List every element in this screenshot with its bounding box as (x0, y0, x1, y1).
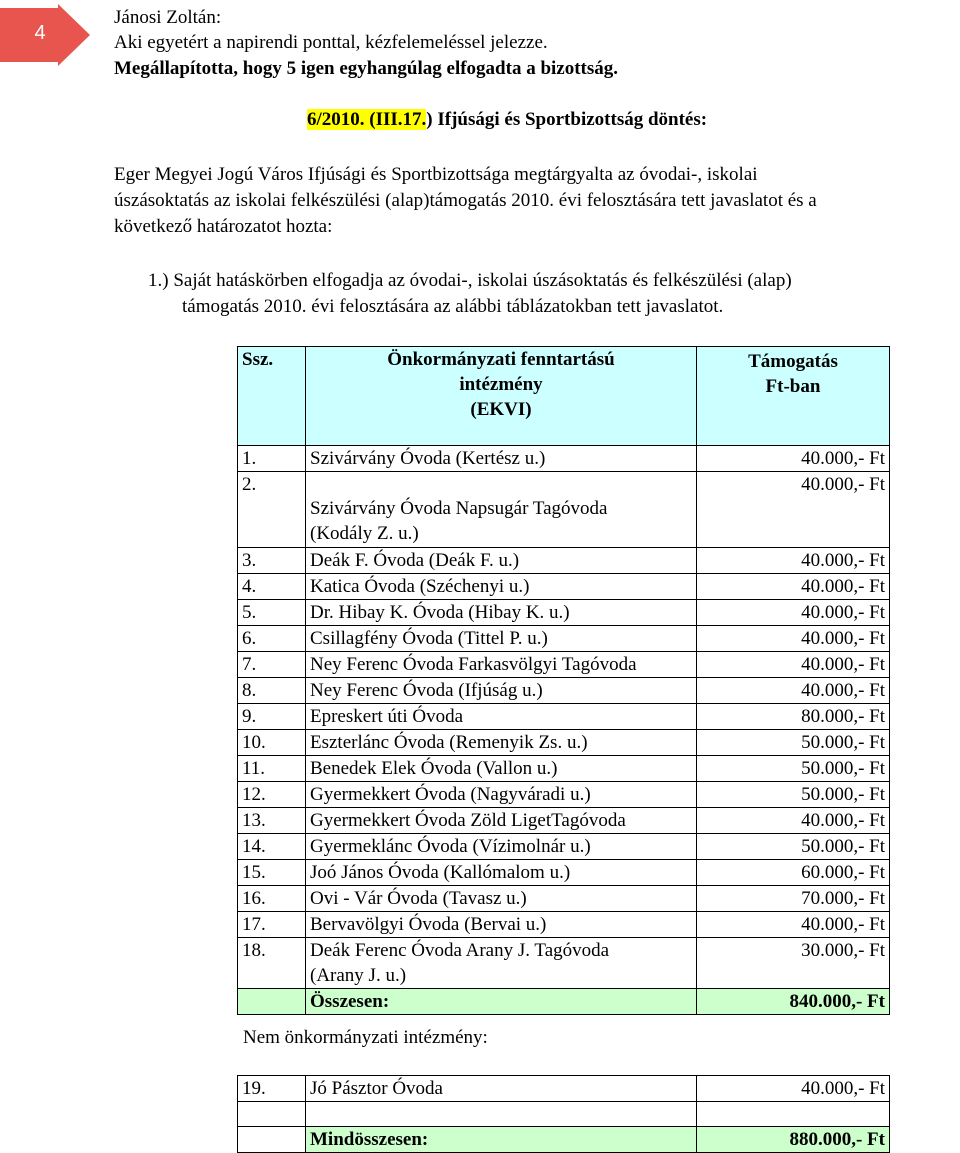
row-amount: 50.000,- Ft (697, 730, 890, 756)
row-institution: Eszterlánc Óvoda (Remenyik Zs. u.) (306, 730, 697, 756)
row-institution: Jó Pásztor Óvoda (306, 1076, 697, 1102)
table-row (238, 834, 890, 860)
header-institution (306, 347, 697, 446)
table-row (238, 756, 890, 782)
table-row (238, 548, 890, 574)
row-amount: 40.000,- Ft (697, 652, 890, 678)
row-institution-l2: (Arany J. u.) (310, 965, 407, 986)
row-amount: 40.000,- Ft (697, 808, 890, 834)
paragraph-line-3: következő határozatot hozta: (114, 216, 333, 237)
row-institution: Joó János Óvoda (Kallómalom u.) (306, 860, 697, 886)
row-amount: 70.000,- Ft (697, 886, 890, 912)
row-amount: 30.000,- Ft (697, 938, 890, 989)
row-amount: 50.000,- Ft (697, 782, 890, 808)
table-row (238, 652, 890, 678)
row-institution-l1: Deák Ferenc Óvoda Arany J. Tagóvoda (310, 940, 610, 961)
header-ssz: Ssz. (238, 347, 306, 446)
row-institution: Katica Óvoda (Széchenyi u.) (306, 574, 697, 600)
row-institution: Gyermekkert Óvoda (Nagyváradi u.) (306, 782, 697, 808)
table-row (238, 704, 890, 730)
subtotal-empty-cell (238, 989, 306, 1015)
decision-title-rest: ) Ifjúsági és Sportbizottság döntés: (426, 109, 708, 130)
row-number: 6. (238, 626, 306, 652)
header-institution-l3: (EKVI) (470, 399, 532, 420)
row-number: 18. (238, 938, 306, 989)
table-row (238, 808, 890, 834)
row-number: 10. (238, 730, 306, 756)
row-institution-l2: (Kodály Z. u.) (310, 523, 419, 544)
spacer-cell (697, 1102, 890, 1127)
row-amount: 40.000,- Ft (697, 472, 890, 548)
row-amount: 40.000,- Ft (697, 678, 890, 704)
row-amount: 40.000,- Ft (697, 1076, 890, 1102)
spacer-row (238, 1102, 890, 1127)
row-institution: Epreskert úti Óvoda (306, 704, 697, 730)
intro-line-2: Megállapította, hogy 5 igen egyhangúlag elfogadta a bizottság. (114, 58, 619, 79)
support-table (237, 346, 890, 1015)
header-institution-l1: Önkormányzati fenntartású (387, 349, 615, 370)
table-row (238, 938, 890, 989)
row-institution (306, 938, 697, 989)
speaker-name: Jánosi Zoltán: (114, 7, 222, 28)
row-institution: Gyermekkert Óvoda Zöld LigetTagóvoda (306, 808, 697, 834)
point1-line-1: 1.) Saját hatáskörben elfogadja az óvodai-, iskolai úszásoktatás és felkészülési (alap) (148, 270, 792, 291)
subtotal-amount: 840.000,- Ft (697, 989, 890, 1015)
row-institution: Ovi - Vár Óvoda (Tavasz u.) (306, 886, 697, 912)
row-number: 8. (238, 678, 306, 704)
row-amount: 40.000,- Ft (697, 912, 890, 938)
row-number: 11. (238, 756, 306, 782)
table-row (238, 860, 890, 886)
grand-total-row (238, 1127, 890, 1153)
row-institution: Gyermeklánc Óvoda (Vízimolnár u.) (306, 834, 697, 860)
row-institution: Ney Ferenc Óvoda Farkasvölgyi Tagóvoda (306, 652, 697, 678)
table-row (238, 600, 890, 626)
decision-title (307, 108, 707, 132)
row-institution: Benedek Elek Óvoda (Vallon u.) (306, 756, 697, 782)
header-institution-l2: intézmény (459, 374, 543, 395)
row-number: 12. (238, 782, 306, 808)
intro-line-1: Aki egyetért a napirendi ponttal, kézfelemeléssel jelezze. (114, 32, 548, 53)
grand-total-amount: 880.000,- Ft (697, 1127, 890, 1153)
grand-total-empty-cell (238, 1127, 306, 1153)
page-number: 4 (34, 22, 46, 44)
row-number: 15. (238, 860, 306, 886)
row-institution-l1: Szivárvány Óvoda Napsugár Tagóvoda (310, 498, 608, 519)
table-row (238, 912, 890, 938)
non-municipal-heading: Nem önkormányzati intézmény: (243, 1027, 488, 1048)
paragraph-line-1: Eger Megyei Jogú Város Ifjúsági és Sportbizottsága megtárgyalta az óvodai-, iskolai (114, 164, 758, 185)
paragraph-line-2: úszásoktatás az iskolai felkészülési (alap)támogatás 2010. évi felosztására tett javaslatot és a (114, 190, 817, 211)
row-amount: 80.000,- Ft (697, 704, 890, 730)
table-row (238, 1076, 890, 1102)
spacer-cell (238, 1102, 306, 1127)
row-number: 5. (238, 600, 306, 626)
page-number-badge (0, 4, 98, 66)
spacer-cell (306, 1102, 697, 1127)
row-number: 3. (238, 548, 306, 574)
non-municipal-table (237, 1075, 890, 1153)
table-row (238, 782, 890, 808)
row-institution: Szivárvány Óvoda (Kertész u.) (306, 446, 697, 472)
table-row (238, 574, 890, 600)
header-amount-l1: Támogatás (748, 351, 838, 372)
decision-number: 6/2010. (III.17. (307, 109, 427, 130)
row-number: 13. (238, 808, 306, 834)
table-row (238, 730, 890, 756)
row-number: 7. (238, 652, 306, 678)
table-row (238, 446, 890, 472)
subtotal-row (238, 989, 890, 1015)
row-institution: Dr. Hibay K. Óvoda (Hibay K. u.) (306, 600, 697, 626)
table-row (238, 678, 890, 704)
row-number: 4. (238, 574, 306, 600)
row-number: 9. (238, 704, 306, 730)
row-amount: 40.000,- Ft (697, 548, 890, 574)
subtotal-label: Összesen: (306, 989, 697, 1015)
row-amount: 40.000,- Ft (697, 574, 890, 600)
table-row (238, 886, 890, 912)
row-institution (306, 472, 697, 548)
row-institution: Csillagfény Óvoda (Tittel P. u.) (306, 626, 697, 652)
row-amount: 50.000,- Ft (697, 834, 890, 860)
row-institution: Ney Ferenc Óvoda (Ifjúság u.) (306, 678, 697, 704)
row-number: 17. (238, 912, 306, 938)
row-number: 14. (238, 834, 306, 860)
table-header-row (238, 347, 890, 446)
table-row (238, 472, 890, 548)
row-amount: 40.000,- Ft (697, 626, 890, 652)
point1-line-2: támogatás 2010. évi felosztására az alábbi táblázatokban tett javaslatot. (182, 296, 724, 317)
grand-total-label: Mindösszesen: (306, 1127, 697, 1153)
table-row (238, 626, 890, 652)
row-amount: 40.000,- Ft (697, 446, 890, 472)
row-number: 2. (238, 472, 306, 548)
row-amount: 60.000,- Ft (697, 860, 890, 886)
row-institution: Bervavölgyi Óvoda (Bervai u.) (306, 912, 697, 938)
row-amount: 50.000,- Ft (697, 756, 890, 782)
row-number: 19. (238, 1076, 306, 1102)
header-amount-l2: Ft-ban (765, 376, 821, 397)
row-number: 16. (238, 886, 306, 912)
row-number: 1. (238, 446, 306, 472)
row-institution: Deák F. Óvoda (Deák F. u.) (306, 548, 697, 574)
header-amount (697, 347, 890, 446)
row-amount: 40.000,- Ft (697, 600, 890, 626)
